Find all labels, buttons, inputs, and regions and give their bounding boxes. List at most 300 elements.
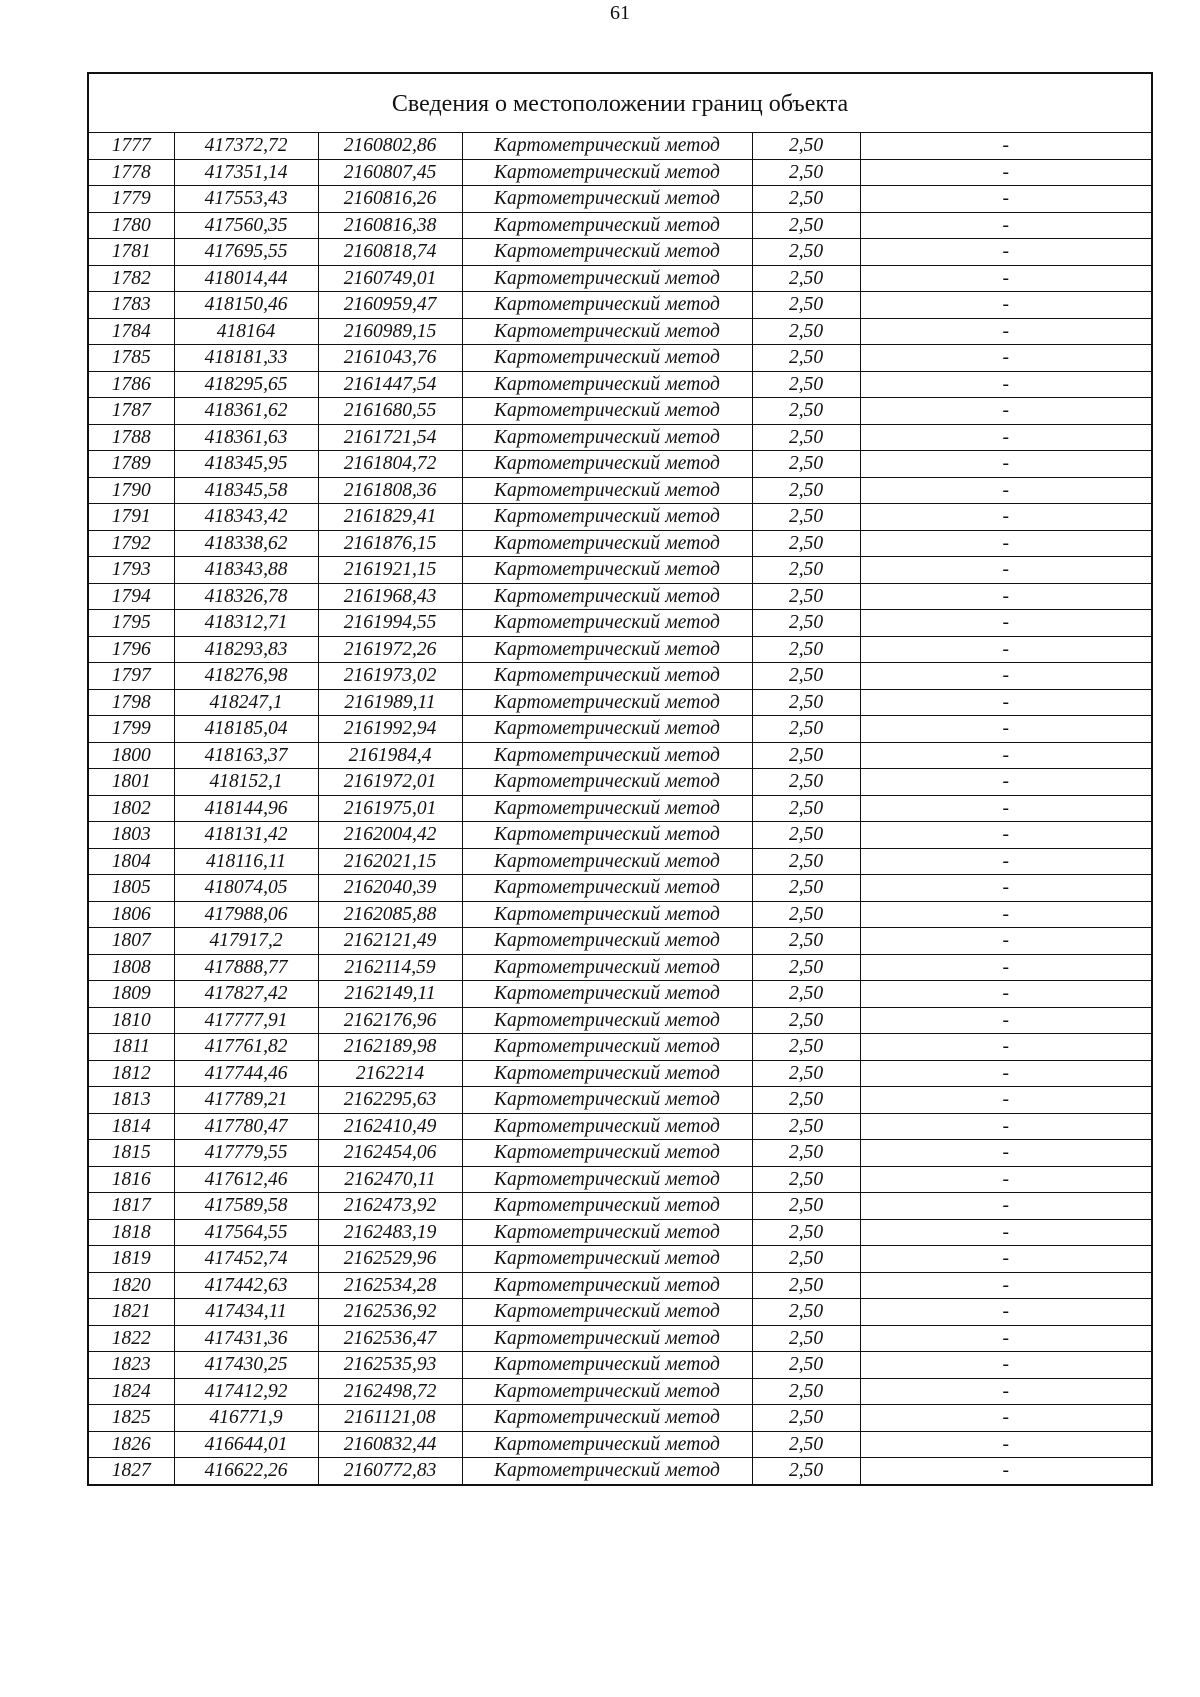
y-coordinate-cell: 2161121,08	[318, 1405, 462, 1432]
table-row	[88, 265, 1152, 292]
y-coordinate-cell: 2162534,28	[318, 1272, 462, 1299]
y-coordinate-cell: 2162189,98	[318, 1034, 462, 1061]
point-number-cell: 1802	[88, 795, 174, 822]
description-cell: -	[860, 1219, 1152, 1246]
point-number-cell: 1806	[88, 901, 174, 928]
description-cell: -	[860, 610, 1152, 637]
y-coordinate-cell: 2160959,47	[318, 292, 462, 319]
y-coordinate-cell: 2162536,92	[318, 1299, 462, 1326]
method-cell: Картометрический метод	[462, 1431, 752, 1458]
y-coordinate-cell: 2161043,76	[318, 345, 462, 372]
x-coordinate-cell: 418345,58	[174, 477, 318, 504]
point-number-cell: 1793	[88, 557, 174, 584]
y-coordinate-cell: 2160989,15	[318, 318, 462, 345]
y-coordinate-cell: 2162470,11	[318, 1166, 462, 1193]
y-coordinate-cell: 2161975,01	[318, 795, 462, 822]
accuracy-cell: 2,50	[752, 345, 860, 372]
x-coordinate-cell: 418343,88	[174, 557, 318, 584]
x-coordinate-cell: 418293,83	[174, 636, 318, 663]
accuracy-cell: 2,50	[752, 954, 860, 981]
point-number-cell: 1791	[88, 504, 174, 531]
method-cell: Картометрический метод	[462, 504, 752, 531]
point-number-cell: 1803	[88, 822, 174, 849]
description-cell: -	[860, 1060, 1152, 1087]
x-coordinate-cell: 417888,77	[174, 954, 318, 981]
y-coordinate-cell: 2160802,86	[318, 133, 462, 160]
method-cell: Картометрический метод	[462, 159, 752, 186]
method-cell: Картометрический метод	[462, 689, 752, 716]
y-coordinate-cell: 2162121,49	[318, 928, 462, 955]
accuracy-cell: 2,50	[752, 239, 860, 266]
table-row	[88, 1405, 1152, 1432]
table-row	[88, 610, 1152, 637]
accuracy-cell: 2,50	[752, 1431, 860, 1458]
method-cell: Картометрический метод	[462, 636, 752, 663]
table-row	[88, 371, 1152, 398]
x-coordinate-cell: 418361,62	[174, 398, 318, 425]
y-coordinate-cell: 2160772,83	[318, 1458, 462, 1485]
description-cell: -	[860, 1458, 1152, 1485]
description-cell: -	[860, 1166, 1152, 1193]
y-coordinate-cell: 2161972,01	[318, 769, 462, 796]
accuracy-cell: 2,50	[752, 848, 860, 875]
accuracy-cell: 2,50	[752, 1458, 860, 1485]
description-cell: -	[860, 477, 1152, 504]
point-number-cell: 1819	[88, 1246, 174, 1273]
table-row	[88, 530, 1152, 557]
point-number-cell: 1807	[88, 928, 174, 955]
accuracy-cell: 2,50	[752, 212, 860, 239]
method-cell: Картометрический метод	[462, 1087, 752, 1114]
description-cell: -	[860, 981, 1152, 1008]
accuracy-cell: 2,50	[752, 451, 860, 478]
description-cell: -	[860, 928, 1152, 955]
description-cell: -	[860, 1246, 1152, 1273]
point-number-cell: 1808	[88, 954, 174, 981]
description-cell: -	[860, 557, 1152, 584]
method-cell: Картометрический метод	[462, 928, 752, 955]
table-row	[88, 875, 1152, 902]
accuracy-cell: 2,50	[752, 318, 860, 345]
x-coordinate-cell: 417589,58	[174, 1193, 318, 1220]
method-cell: Картометрический метод	[462, 769, 752, 796]
x-coordinate-cell: 417779,55	[174, 1140, 318, 1167]
y-coordinate-cell: 2162149,11	[318, 981, 462, 1008]
description-cell: -	[860, 716, 1152, 743]
table-row	[88, 901, 1152, 928]
x-coordinate-cell: 417761,82	[174, 1034, 318, 1061]
y-coordinate-cell: 2162536,47	[318, 1325, 462, 1352]
accuracy-cell: 2,50	[752, 265, 860, 292]
accuracy-cell: 2,50	[752, 1325, 860, 1352]
accuracy-cell: 2,50	[752, 1246, 860, 1273]
y-coordinate-cell: 2160816,38	[318, 212, 462, 239]
y-coordinate-cell: 2160832,44	[318, 1431, 462, 1458]
x-coordinate-cell: 417434,11	[174, 1299, 318, 1326]
accuracy-cell: 2,50	[752, 133, 860, 160]
point-number-cell: 1797	[88, 663, 174, 690]
table-row	[88, 1325, 1152, 1352]
accuracy-cell: 2,50	[752, 557, 860, 584]
method-cell: Картометрический метод	[462, 1458, 752, 1485]
table-row	[88, 504, 1152, 531]
point-number-cell: 1805	[88, 875, 174, 902]
y-coordinate-cell: 2161968,43	[318, 583, 462, 610]
description-cell: -	[860, 1378, 1152, 1405]
table-row	[88, 292, 1152, 319]
accuracy-cell: 2,50	[752, 477, 860, 504]
y-coordinate-cell: 2160749,01	[318, 265, 462, 292]
description-cell: -	[860, 212, 1152, 239]
description-cell: -	[860, 663, 1152, 690]
description-cell: -	[860, 1272, 1152, 1299]
x-coordinate-cell: 417695,55	[174, 239, 318, 266]
y-coordinate-cell: 2161973,02	[318, 663, 462, 690]
table-row	[88, 318, 1152, 345]
description-cell: -	[860, 424, 1152, 451]
table-row	[88, 848, 1152, 875]
x-coordinate-cell: 417351,14	[174, 159, 318, 186]
x-coordinate-cell: 417372,72	[174, 133, 318, 160]
x-coordinate-cell: 417780,47	[174, 1113, 318, 1140]
y-coordinate-cell: 2162295,63	[318, 1087, 462, 1114]
table-row	[88, 451, 1152, 478]
method-cell: Картометрический метод	[462, 133, 752, 160]
accuracy-cell: 2,50	[752, 398, 860, 425]
method-cell: Картометрический метод	[462, 345, 752, 372]
table-row	[88, 954, 1152, 981]
accuracy-cell: 2,50	[752, 1060, 860, 1087]
method-cell: Картометрический метод	[462, 1113, 752, 1140]
y-coordinate-cell: 2162473,92	[318, 1193, 462, 1220]
accuracy-cell: 2,50	[752, 928, 860, 955]
table-row	[88, 133, 1152, 160]
table-row	[88, 159, 1152, 186]
x-coordinate-cell: 418144,96	[174, 795, 318, 822]
x-coordinate-cell: 418312,71	[174, 610, 318, 637]
method-cell: Картометрический метод	[462, 318, 752, 345]
table-row	[88, 212, 1152, 239]
point-number-cell: 1778	[88, 159, 174, 186]
x-coordinate-cell: 418295,65	[174, 371, 318, 398]
point-number-cell: 1801	[88, 769, 174, 796]
point-number-cell: 1804	[88, 848, 174, 875]
accuracy-cell: 2,50	[752, 901, 860, 928]
point-number-cell: 1816	[88, 1166, 174, 1193]
accuracy-cell: 2,50	[752, 795, 860, 822]
table-row	[88, 398, 1152, 425]
method-cell: Картометрический метод	[462, 371, 752, 398]
point-number-cell: 1790	[88, 477, 174, 504]
point-number-cell: 1789	[88, 451, 174, 478]
table-row	[88, 1299, 1152, 1326]
point-number-cell: 1812	[88, 1060, 174, 1087]
description-cell: -	[860, 795, 1152, 822]
accuracy-cell: 2,50	[752, 1352, 860, 1379]
table-row	[88, 636, 1152, 663]
accuracy-cell: 2,50	[752, 1140, 860, 1167]
y-coordinate-cell: 2161989,11	[318, 689, 462, 716]
x-coordinate-cell: 417988,06	[174, 901, 318, 928]
method-cell: Картометрический метод	[462, 292, 752, 319]
x-coordinate-cell: 417430,25	[174, 1352, 318, 1379]
y-coordinate-cell: 2162114,59	[318, 954, 462, 981]
table-row	[88, 477, 1152, 504]
x-coordinate-cell: 418276,98	[174, 663, 318, 690]
y-coordinate-cell: 2162498,72	[318, 1378, 462, 1405]
accuracy-cell: 2,50	[752, 371, 860, 398]
description-cell: -	[860, 530, 1152, 557]
table-row	[88, 663, 1152, 690]
description-cell: -	[860, 1087, 1152, 1114]
x-coordinate-cell: 416771,9	[174, 1405, 318, 1432]
x-coordinate-cell: 417553,43	[174, 186, 318, 213]
table-row	[88, 1034, 1152, 1061]
accuracy-cell: 2,50	[752, 769, 860, 796]
method-cell: Картометрический метод	[462, 716, 752, 743]
table-row	[88, 1246, 1152, 1273]
table-title: Сведения о местоположении границ объекта	[88, 73, 1152, 133]
x-coordinate-cell: 418131,42	[174, 822, 318, 849]
x-coordinate-cell: 417431,36	[174, 1325, 318, 1352]
description-cell: -	[860, 1113, 1152, 1140]
y-coordinate-cell: 2162021,15	[318, 848, 462, 875]
method-cell: Картометрический метод	[462, 212, 752, 239]
y-coordinate-cell: 2162085,88	[318, 901, 462, 928]
point-number-cell: 1783	[88, 292, 174, 319]
accuracy-cell: 2,50	[752, 822, 860, 849]
point-number-cell: 1817	[88, 1193, 174, 1220]
accuracy-cell: 2,50	[752, 1087, 860, 1114]
y-coordinate-cell: 2161804,72	[318, 451, 462, 478]
x-coordinate-cell: 418152,1	[174, 769, 318, 796]
table-body	[88, 73, 1152, 1485]
table-row	[88, 1458, 1152, 1485]
table-row	[88, 1166, 1152, 1193]
point-number-cell: 1779	[88, 186, 174, 213]
method-cell: Картометрический метод	[462, 1060, 752, 1087]
accuracy-cell: 2,50	[752, 1113, 860, 1140]
accuracy-cell: 2,50	[752, 186, 860, 213]
table-row	[88, 1113, 1152, 1140]
x-coordinate-cell: 417744,46	[174, 1060, 318, 1087]
table-row	[88, 981, 1152, 1008]
x-coordinate-cell: 418074,05	[174, 875, 318, 902]
description-cell: -	[860, 901, 1152, 928]
point-number-cell: 1794	[88, 583, 174, 610]
method-cell: Картометрический метод	[462, 1034, 752, 1061]
accuracy-cell: 2,50	[752, 610, 860, 637]
description-cell: -	[860, 636, 1152, 663]
accuracy-cell: 2,50	[752, 159, 860, 186]
x-coordinate-cell: 417917,2	[174, 928, 318, 955]
table-row	[88, 795, 1152, 822]
description-cell: -	[860, 318, 1152, 345]
point-number-cell: 1810	[88, 1007, 174, 1034]
x-coordinate-cell: 418163,37	[174, 742, 318, 769]
table-row	[88, 424, 1152, 451]
y-coordinate-cell: 2162176,96	[318, 1007, 462, 1034]
method-cell: Картометрический метод	[462, 1405, 752, 1432]
description-cell: -	[860, 345, 1152, 372]
method-cell: Картометрический метод	[462, 875, 752, 902]
point-number-cell: 1814	[88, 1113, 174, 1140]
accuracy-cell: 2,50	[752, 1007, 860, 1034]
accuracy-cell: 2,50	[752, 663, 860, 690]
y-coordinate-cell: 2161876,15	[318, 530, 462, 557]
x-coordinate-cell: 418150,46	[174, 292, 318, 319]
x-coordinate-cell: 418361,63	[174, 424, 318, 451]
point-number-cell: 1813	[88, 1087, 174, 1114]
point-number-cell: 1788	[88, 424, 174, 451]
point-number-cell: 1781	[88, 239, 174, 266]
x-coordinate-cell: 417442,63	[174, 1272, 318, 1299]
accuracy-cell: 2,50	[752, 530, 860, 557]
description-cell: -	[860, 1034, 1152, 1061]
point-number-cell: 1798	[88, 689, 174, 716]
x-coordinate-cell: 418185,04	[174, 716, 318, 743]
y-coordinate-cell: 2162410,49	[318, 1113, 462, 1140]
description-cell: -	[860, 1352, 1152, 1379]
method-cell: Картометрический метод	[462, 848, 752, 875]
x-coordinate-cell: 418343,42	[174, 504, 318, 531]
x-coordinate-cell: 417564,55	[174, 1219, 318, 1246]
table-row	[88, 583, 1152, 610]
method-cell: Картометрический метод	[462, 610, 752, 637]
y-coordinate-cell: 2161680,55	[318, 398, 462, 425]
y-coordinate-cell: 2160816,26	[318, 186, 462, 213]
description-cell: -	[860, 292, 1152, 319]
method-cell: Картометрический метод	[462, 239, 752, 266]
point-number-cell: 1821	[88, 1299, 174, 1326]
point-number-cell: 1823	[88, 1352, 174, 1379]
description-cell: -	[860, 583, 1152, 610]
table-row	[88, 186, 1152, 213]
description-cell: -	[860, 769, 1152, 796]
method-cell: Картометрический метод	[462, 1140, 752, 1167]
x-coordinate-cell: 418247,1	[174, 689, 318, 716]
accuracy-cell: 2,50	[752, 981, 860, 1008]
point-number-cell: 1795	[88, 610, 174, 637]
point-number-cell: 1826	[88, 1431, 174, 1458]
method-cell: Картометрический метод	[462, 1193, 752, 1220]
method-cell: Картометрический метод	[462, 557, 752, 584]
x-coordinate-cell: 418338,62	[174, 530, 318, 557]
method-cell: Картометрический метод	[462, 822, 752, 849]
y-coordinate-cell: 2161984,4	[318, 742, 462, 769]
method-cell: Картометрический метод	[462, 477, 752, 504]
point-number-cell: 1800	[88, 742, 174, 769]
method-cell: Картометрический метод	[462, 663, 752, 690]
table-row	[88, 239, 1152, 266]
method-cell: Картометрический метод	[462, 451, 752, 478]
table-row	[88, 1378, 1152, 1405]
method-cell: Картометрический метод	[462, 1299, 752, 1326]
x-coordinate-cell: 416622,26	[174, 1458, 318, 1485]
method-cell: Картометрический метод	[462, 954, 752, 981]
x-coordinate-cell: 417560,35	[174, 212, 318, 239]
point-number-cell: 1787	[88, 398, 174, 425]
description-cell: -	[860, 398, 1152, 425]
point-number-cell: 1786	[88, 371, 174, 398]
description-cell: -	[860, 1431, 1152, 1458]
method-cell: Картометрический метод	[462, 1166, 752, 1193]
description-cell: -	[860, 451, 1152, 478]
accuracy-cell: 2,50	[752, 1219, 860, 1246]
point-number-cell: 1825	[88, 1405, 174, 1432]
y-coordinate-cell: 2161721,54	[318, 424, 462, 451]
method-cell: Картометрический метод	[462, 742, 752, 769]
boundary-table	[87, 72, 1153, 1486]
y-coordinate-cell: 2161972,26	[318, 636, 462, 663]
x-coordinate-cell: 417412,92	[174, 1378, 318, 1405]
y-coordinate-cell: 2162040,39	[318, 875, 462, 902]
method-cell: Картометрический метод	[462, 1325, 752, 1352]
y-coordinate-cell: 2161921,15	[318, 557, 462, 584]
table-row	[88, 1272, 1152, 1299]
table-row	[88, 742, 1152, 769]
method-cell: Картометрический метод	[462, 583, 752, 610]
table-row	[88, 557, 1152, 584]
description-cell: -	[860, 504, 1152, 531]
point-number-cell: 1827	[88, 1458, 174, 1485]
point-number-cell: 1815	[88, 1140, 174, 1167]
method-cell: Картометрический метод	[462, 1272, 752, 1299]
x-coordinate-cell: 418181,33	[174, 345, 318, 372]
y-coordinate-cell: 2162483,19	[318, 1219, 462, 1246]
accuracy-cell: 2,50	[752, 583, 860, 610]
y-coordinate-cell: 2162214	[318, 1060, 462, 1087]
point-number-cell: 1822	[88, 1325, 174, 1352]
description-cell: -	[860, 265, 1152, 292]
y-coordinate-cell: 2161829,41	[318, 504, 462, 531]
y-coordinate-cell: 2161992,94	[318, 716, 462, 743]
y-coordinate-cell: 2162004,42	[318, 822, 462, 849]
accuracy-cell: 2,50	[752, 1272, 860, 1299]
description-cell: -	[860, 1007, 1152, 1034]
description-cell: -	[860, 159, 1152, 186]
point-number-cell: 1784	[88, 318, 174, 345]
table-row	[88, 1060, 1152, 1087]
point-number-cell: 1799	[88, 716, 174, 743]
table-row	[88, 1007, 1152, 1034]
page-number: 61	[610, 2, 630, 24]
description-cell: -	[860, 742, 1152, 769]
description-cell: -	[860, 1140, 1152, 1167]
table-row	[88, 345, 1152, 372]
accuracy-cell: 2,50	[752, 875, 860, 902]
x-coordinate-cell: 416644,01	[174, 1431, 318, 1458]
table-row	[88, 769, 1152, 796]
accuracy-cell: 2,50	[752, 716, 860, 743]
point-number-cell: 1777	[88, 133, 174, 160]
y-coordinate-cell: 2162529,96	[318, 1246, 462, 1273]
description-cell: -	[860, 822, 1152, 849]
table-row	[88, 1352, 1152, 1379]
y-coordinate-cell: 2161808,36	[318, 477, 462, 504]
method-cell: Картометрический метод	[462, 795, 752, 822]
table-row	[88, 1140, 1152, 1167]
table-title-row	[88, 73, 1152, 133]
description-cell: -	[860, 133, 1152, 160]
x-coordinate-cell: 418164	[174, 318, 318, 345]
y-coordinate-cell: 2160807,45	[318, 159, 462, 186]
y-coordinate-cell: 2160818,74	[318, 239, 462, 266]
point-number-cell: 1824	[88, 1378, 174, 1405]
accuracy-cell: 2,50	[752, 742, 860, 769]
y-coordinate-cell: 2161447,54	[318, 371, 462, 398]
method-cell: Картометрический метод	[462, 981, 752, 1008]
